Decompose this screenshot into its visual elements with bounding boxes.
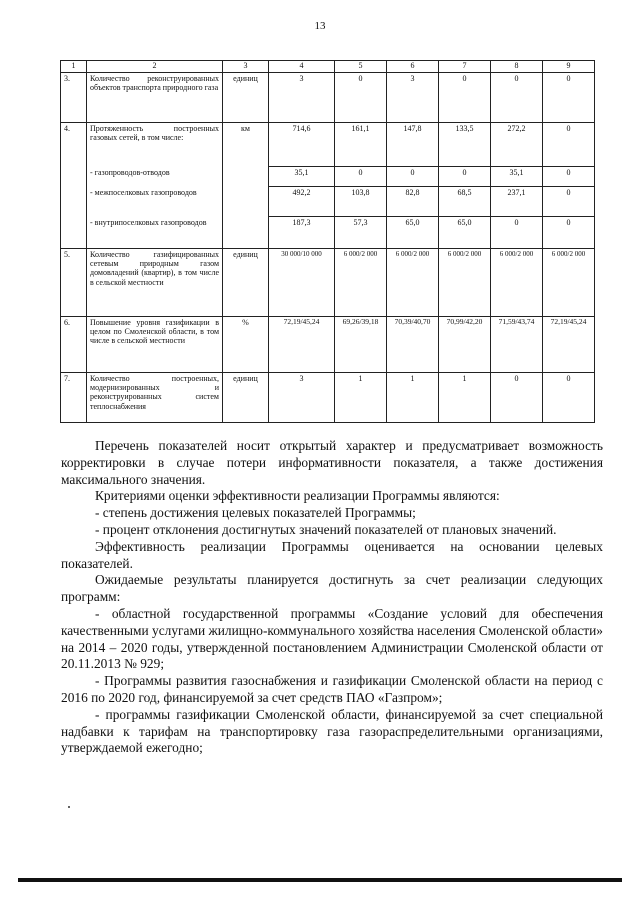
value-cell: 237,1: [491, 187, 543, 217]
value-cell: 65,0: [387, 217, 439, 249]
value-cell: 492,2: [269, 187, 335, 217]
row-number: 7.: [61, 373, 87, 423]
header-cell: 9: [543, 61, 595, 73]
value-cell: 6 000/2 000: [387, 249, 439, 317]
table-row: [61, 73, 595, 123]
value-cell: 65,0: [439, 217, 491, 249]
row-description: Количество построенных, модернизированных и реконструированных систем теплоснабжения: [87, 373, 223, 423]
row-description: Протяженность построенных газовых сетей, в том числе:: [87, 123, 223, 167]
value-cell: 0: [491, 217, 543, 249]
subrow-description: - внутрипоселковых газопроводов: [87, 217, 223, 249]
row-description: Повышение уровня газификации в целом по Смоленской области, в том числе в сельской местности: [87, 317, 223, 373]
row-number: 5.: [61, 249, 87, 317]
row-unit: единиц: [223, 73, 269, 123]
value-cell: 6 000/2 000: [335, 249, 387, 317]
paragraph-criterion-1: - степень достижения целевых показателей Программы;: [95, 505, 416, 521]
value-cell: 69,26/39,18: [335, 317, 387, 373]
value-cell: 3: [269, 73, 335, 123]
header-cell: 2: [87, 61, 223, 73]
value-cell: 0: [543, 167, 595, 187]
table-row: [61, 373, 595, 423]
header-cell: 7: [439, 61, 491, 73]
paragraph-program-3: - программы газификации Смоленской области, финансируемой за счет специальной надбавки к тарифам на транспортировку газа газораспределительными организациями, утверждаемой ежегодно;: [61, 706, 603, 756]
indicators-table: [60, 60, 595, 423]
bottom-rule: [18, 878, 622, 882]
table-subrow: [61, 217, 595, 249]
header-cell: 3: [223, 61, 269, 73]
value-cell: 0: [491, 373, 543, 423]
subrow-description: - межпоселковых газопроводов: [87, 187, 223, 217]
value-cell: 3: [269, 373, 335, 423]
page-number: 13: [314, 20, 326, 32]
value-cell: 0: [543, 373, 595, 423]
value-cell: 0: [543, 123, 595, 167]
value-cell: 147,8: [387, 123, 439, 167]
value-cell: 0: [543, 187, 595, 217]
value-cell: 1: [335, 373, 387, 423]
value-cell: 72,19/45,24: [543, 317, 595, 373]
value-cell: 82,8: [387, 187, 439, 217]
value-cell: 0: [543, 217, 595, 249]
table-row: [61, 317, 595, 373]
paragraph-program-2: - Программы развития газоснабжения и газификации Смоленской области на период с 2016 по 2020 год, финансируемой за счет средств ПАО «Газпром»;: [61, 673, 603, 705]
paragraph-program-1: - областной государственной программы «Создание условий для обеспечения качественными услугами жилищно-коммунального хозяйства населения Смоленской области» на 2014 – 2020 годы, утвержденной постановлением Администрации Смоленской области от 20.11.2013 № 929;: [61, 605, 603, 672]
value-cell: 3: [387, 73, 439, 123]
value-cell: 0: [491, 73, 543, 123]
value-cell: 72,19/45,24: [269, 317, 335, 373]
row-unit: единиц: [223, 249, 269, 317]
value-cell: 161,1: [335, 123, 387, 167]
paragraph-expected-results: Ожидаемые результаты планируется достигнуть за счет реализации следующих программ:: [61, 572, 603, 605]
value-cell: 68,5: [439, 187, 491, 217]
value-cell: 0: [439, 167, 491, 187]
value-cell: 103,8: [335, 187, 387, 217]
header-cell: 1: [61, 61, 87, 73]
value-cell: 70,39/40,70: [387, 317, 439, 373]
header-cell: 4: [269, 61, 335, 73]
value-cell: 1: [439, 373, 491, 423]
value-cell: 70,99/42,20: [439, 317, 491, 373]
value-cell: 0: [439, 73, 491, 123]
paragraph-criteria-heading: Критериями оценки эффективности реализации Программы являются:: [95, 488, 500, 504]
body-text: [61, 438, 603, 757]
table-subrow: [61, 187, 595, 217]
header-cell: 6: [387, 61, 439, 73]
value-cell: 6 000/2 000: [439, 249, 491, 317]
value-cell: 35,1: [269, 167, 335, 187]
row-number: 4.: [61, 123, 87, 249]
value-cell: 30 000/10 000: [269, 249, 335, 317]
scan-speck: [68, 806, 70, 808]
row-unit: единиц: [223, 373, 269, 423]
row-unit: %: [223, 317, 269, 373]
table-row: [61, 249, 595, 317]
value-cell: 187,3: [269, 217, 335, 249]
value-cell: 272,2: [491, 123, 543, 167]
row-unit: км: [223, 123, 269, 249]
value-cell: 0: [387, 167, 439, 187]
value-cell: 133,5: [439, 123, 491, 167]
table-row: [61, 123, 595, 167]
value-cell: 35,1: [491, 167, 543, 187]
value-cell: 0: [335, 167, 387, 187]
value-cell: 6 000/2 000: [543, 249, 595, 317]
paragraph-indicators-note: Перечень показателей носит открытый характер и предусматривает возможность корректировки в случае потери информативности показателя, а также достижения максимального значения.: [61, 438, 603, 487]
paragraph-efficiency: Эффективность реализации Программы оценивается на основании целевых показателей.: [61, 538, 603, 571]
row-number: 6.: [61, 317, 87, 373]
value-cell: 57,3: [335, 217, 387, 249]
paragraph-criterion-2: - процент отклонения достигнутых значений показателей от плановых значений.: [95, 521, 557, 537]
value-cell: 0: [335, 73, 387, 123]
indicators-table-wrapper: [60, 60, 594, 423]
subrow-description: - газопроводов-отводов: [87, 167, 223, 187]
row-description: Количество реконструированных объектов транспорта природного газа: [87, 73, 223, 123]
header-cell: 8: [491, 61, 543, 73]
table-header-row: [61, 61, 595, 73]
row-number: 3.: [61, 73, 87, 123]
value-cell: 1: [387, 373, 439, 423]
table-subrow: [61, 167, 595, 187]
row-description: Количество газифицированных сетевым природным газом домовладений (квартир), в том числе в сельской местности: [87, 249, 223, 317]
value-cell: 714,6: [269, 123, 335, 167]
value-cell: 6 000/2 000: [491, 249, 543, 317]
header-cell: 5: [335, 61, 387, 73]
value-cell: 71,59/43,74: [491, 317, 543, 373]
value-cell: 0: [543, 73, 595, 123]
